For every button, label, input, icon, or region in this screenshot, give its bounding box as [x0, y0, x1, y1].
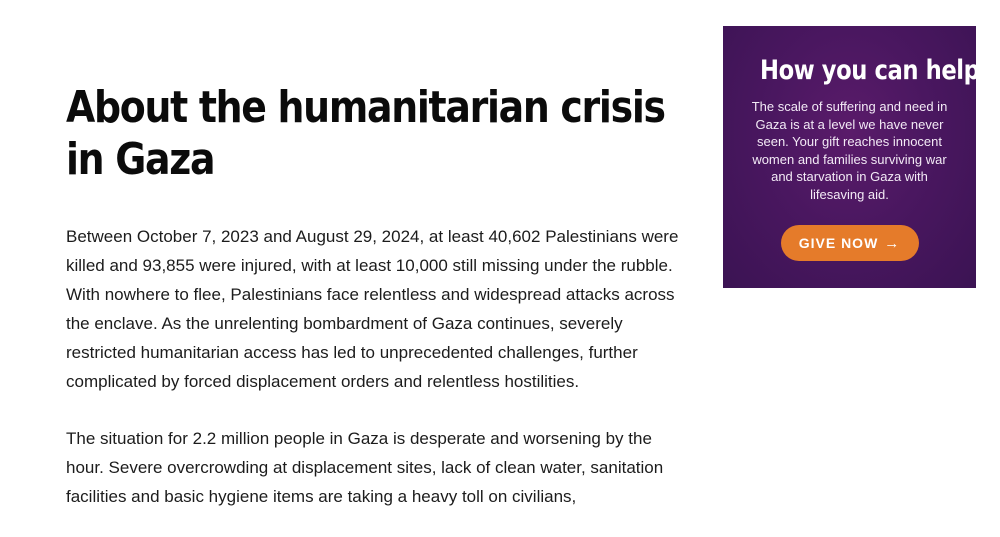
- help-panel-title: How you can help: [760, 55, 980, 86]
- give-now-label: GIVE NOW: [798, 235, 879, 251]
- give-now-button[interactable]: [781, 225, 919, 261]
- arrow-right-icon: →: [884, 234, 901, 252]
- help-panel-description: The scale of suffering and need in Gaza is at a level we have never seen. Your gift reaches innocent women and families surviving war and starvation in Gaza with lifesaving aid.: [751, 99, 948, 202]
- article-paragraph: The situation for 2.2 million people in Gaza is desperate and worsening by the hour. Severe overcrowding at displacement sites, lack of clean water, sanitation facilities and basic hygiene items are taking a heavy toll on civilians,: [66, 429, 664, 506]
- help-panel: [723, 26, 980, 288]
- article-body: [66, 222, 686, 511]
- article-paragraph: Between October 7, 2023 and August 29, 2024, at least 40,602 Palestinians were killed and 93,855 were injured, with at least 10,000 still missing under the rubble. With nowhere to flee, Palestinians face relentless and widespread attacks across the enclave. As the unrelenting bombardment of Gaza continues, severely restricted humanitarian access has led to unprecedented challenges, further complicated by forced displacement orders and relentless hostilities.: [66, 227, 679, 391]
- article: [66, 82, 686, 537]
- page-title: About the humanitarian crisis in Gaza: [66, 82, 665, 185]
